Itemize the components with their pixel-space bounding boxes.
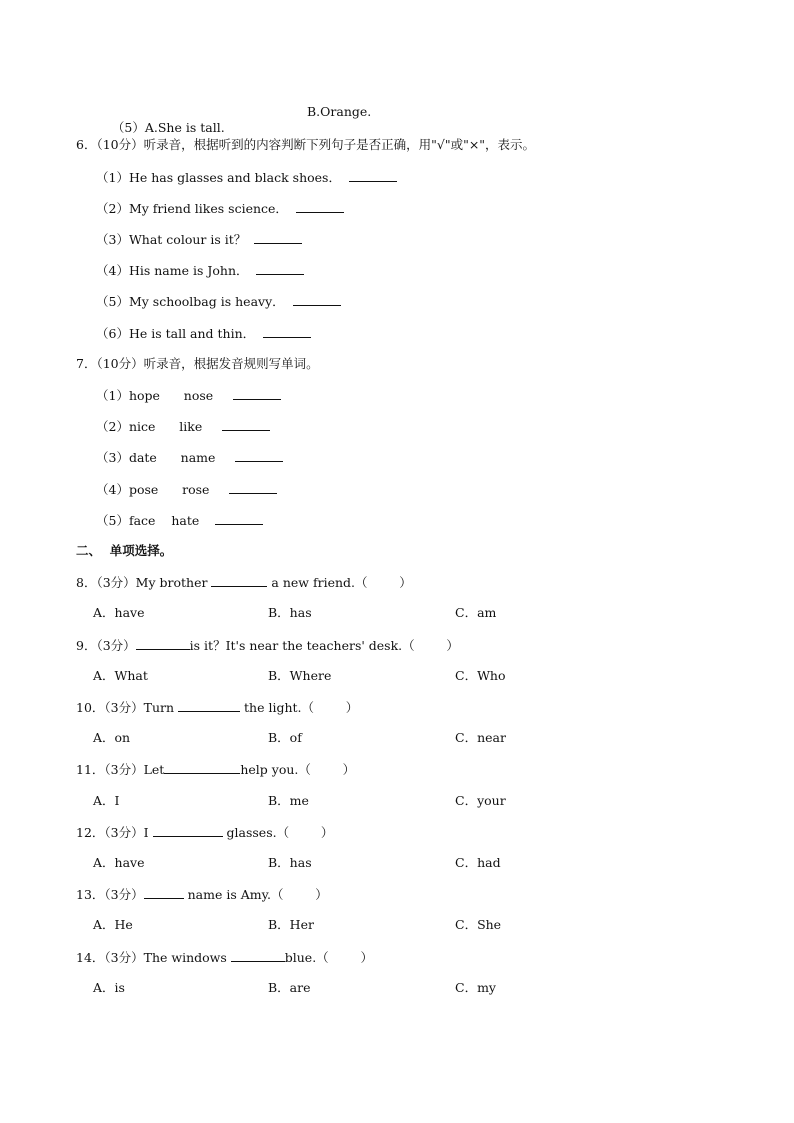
answer-blank[interactable] — [293, 293, 341, 306]
word-1: hope — [128, 388, 160, 403]
word-2: hate — [171, 513, 200, 528]
q6-item-6 — [96, 325, 311, 342]
q7-item-3 — [96, 449, 283, 466]
item-text: My schoolbag is heavy． — [128, 294, 285, 309]
answer-blank[interactable] — [144, 886, 184, 899]
q14-option-b[interactable]: B．are — [268, 980, 311, 995]
word-1: pose — [128, 482, 159, 497]
answer-blank[interactable] — [164, 761, 240, 774]
item-number: （1） — [96, 388, 129, 403]
q7-item-2 — [96, 418, 270, 435]
q9-option-b[interactable]: B．Where — [268, 668, 332, 683]
stem-after: glasses.（ ） — [226, 825, 334, 840]
section-2-heading: 二、 单项选择。 — [76, 543, 173, 558]
q12-option-a[interactable]: A．have — [93, 855, 145, 870]
answer-blank[interactable] — [235, 449, 283, 462]
q7-heading: 7．（10分）听录音，根据发音规则写单词。 — [76, 356, 319, 371]
q7-item-5 — [96, 512, 263, 529]
stem-after: name is Amy.（ ） — [187, 887, 328, 902]
stem-after: is it？It's near the teachers' desk.（ ） — [189, 638, 459, 653]
answer-blank[interactable] — [349, 169, 397, 182]
q11-option-c[interactable]: C．your — [455, 793, 506, 808]
item-number: （1） — [96, 170, 129, 185]
q6-item-3 — [96, 231, 302, 248]
q7-item-4 — [96, 481, 277, 498]
answer-blank[interactable] — [256, 262, 304, 275]
item-number: （4） — [96, 482, 129, 497]
answer-blank[interactable] — [211, 574, 267, 587]
word-2: nose — [183, 388, 214, 403]
q6-item-2 — [96, 200, 344, 217]
q11-option-b[interactable]: B．me — [268, 793, 309, 808]
item-number: （2） — [96, 201, 129, 216]
q6-item-4 — [96, 262, 304, 279]
q8-option-a[interactable]: A．have — [93, 605, 145, 620]
stem-before: 10．（3分）Turn — [76, 700, 175, 715]
word-2: rose — [182, 482, 210, 497]
q14-option-c[interactable]: C．my — [455, 980, 496, 995]
word-1: nice — [128, 419, 156, 434]
word-2: name — [180, 450, 216, 465]
q7-item-1 — [96, 387, 281, 404]
q6-item-1 — [96, 169, 397, 186]
stem-before: 12．（3分）I — [76, 825, 149, 840]
answer-blank[interactable] — [296, 200, 344, 213]
stem-after: help you.（ ） — [240, 762, 356, 777]
answer-blank[interactable] — [136, 637, 190, 650]
item-text: My friend likes science． — [128, 201, 288, 216]
answer-blank[interactable] — [233, 387, 281, 400]
q13-stem — [76, 886, 328, 903]
answer-blank[interactable] — [229, 481, 277, 494]
stem-before: 13．（3分） — [76, 887, 144, 902]
item-number: （2） — [96, 419, 129, 434]
answer-blank[interactable] — [153, 824, 223, 837]
item-number: （5） — [96, 294, 129, 309]
stem-before: 14．（3分）The windows — [76, 950, 227, 965]
q5-item-5-option-a: A.She is tall. — [144, 120, 225, 135]
q10-option-a[interactable]: A．on — [93, 730, 131, 745]
answer-blank[interactable] — [254, 231, 302, 244]
stem-after: a new friend.（ ） — [271, 575, 412, 590]
q12-stem — [76, 824, 333, 841]
item-number: （3） — [96, 232, 129, 247]
q9-option-c[interactable]: C．Who — [455, 668, 506, 683]
q5-item-5-number: （5） — [111, 120, 145, 135]
item-text: He has glasses and black shoes． — [128, 170, 341, 185]
q9-stem — [76, 637, 459, 654]
q5-item-5-option-b: B.Orange. — [307, 104, 372, 119]
q12-option-b[interactable]: B．has — [268, 855, 312, 870]
word-1: face — [128, 513, 156, 528]
answer-blank[interactable] — [215, 512, 263, 525]
answer-blank[interactable] — [231, 949, 285, 962]
q12-option-c[interactable]: C．had — [455, 855, 501, 870]
item-text: His name is John． — [128, 263, 249, 278]
answer-blank[interactable] — [222, 418, 270, 431]
q14-option-a[interactable]: A．is — [93, 980, 125, 995]
q10-stem — [76, 699, 358, 716]
stem-after: the light.（ ） — [244, 700, 359, 715]
answer-blank[interactable] — [178, 699, 240, 712]
stem-before: 11．（3分）Let — [76, 762, 165, 777]
item-text: He is tall and thin． — [128, 326, 256, 341]
q8-stem — [76, 574, 412, 591]
q11-option-a[interactable]: A．I — [93, 793, 120, 808]
item-number: （3） — [96, 450, 129, 465]
q13-option-a[interactable]: A．He — [93, 917, 133, 932]
q10-option-c[interactable]: C．near — [455, 730, 506, 745]
q9-option-a[interactable]: A．What — [93, 668, 148, 683]
q8-option-c[interactable]: C．am — [455, 605, 497, 620]
word-2: like — [179, 419, 203, 434]
q6-item-5 — [96, 293, 341, 310]
q11-stem — [76, 761, 355, 778]
item-text: What colour is it？ — [128, 232, 247, 247]
q13-option-b[interactable]: B．Her — [268, 917, 314, 932]
answer-blank[interactable] — [263, 325, 311, 338]
item-number: （6） — [96, 326, 129, 341]
stem-after: blue.（ ） — [284, 950, 373, 965]
stem-before: 9．（3分） — [76, 638, 136, 653]
q8-option-b[interactable]: B．has — [268, 605, 312, 620]
q6-heading: 6．（10分）听录音，根据听到的内容判断下列句子是否正确，用"√"或"×"，表示。 — [76, 137, 536, 152]
q13-option-c[interactable]: C．She — [455, 917, 502, 932]
stem-before: 8．（3分）My brother — [76, 575, 208, 590]
item-number: （4） — [96, 263, 129, 278]
item-number: （5） — [96, 513, 129, 528]
q14-stem — [76, 949, 373, 966]
q10-option-b[interactable]: B．of — [268, 730, 302, 745]
word-1: date — [128, 450, 157, 465]
